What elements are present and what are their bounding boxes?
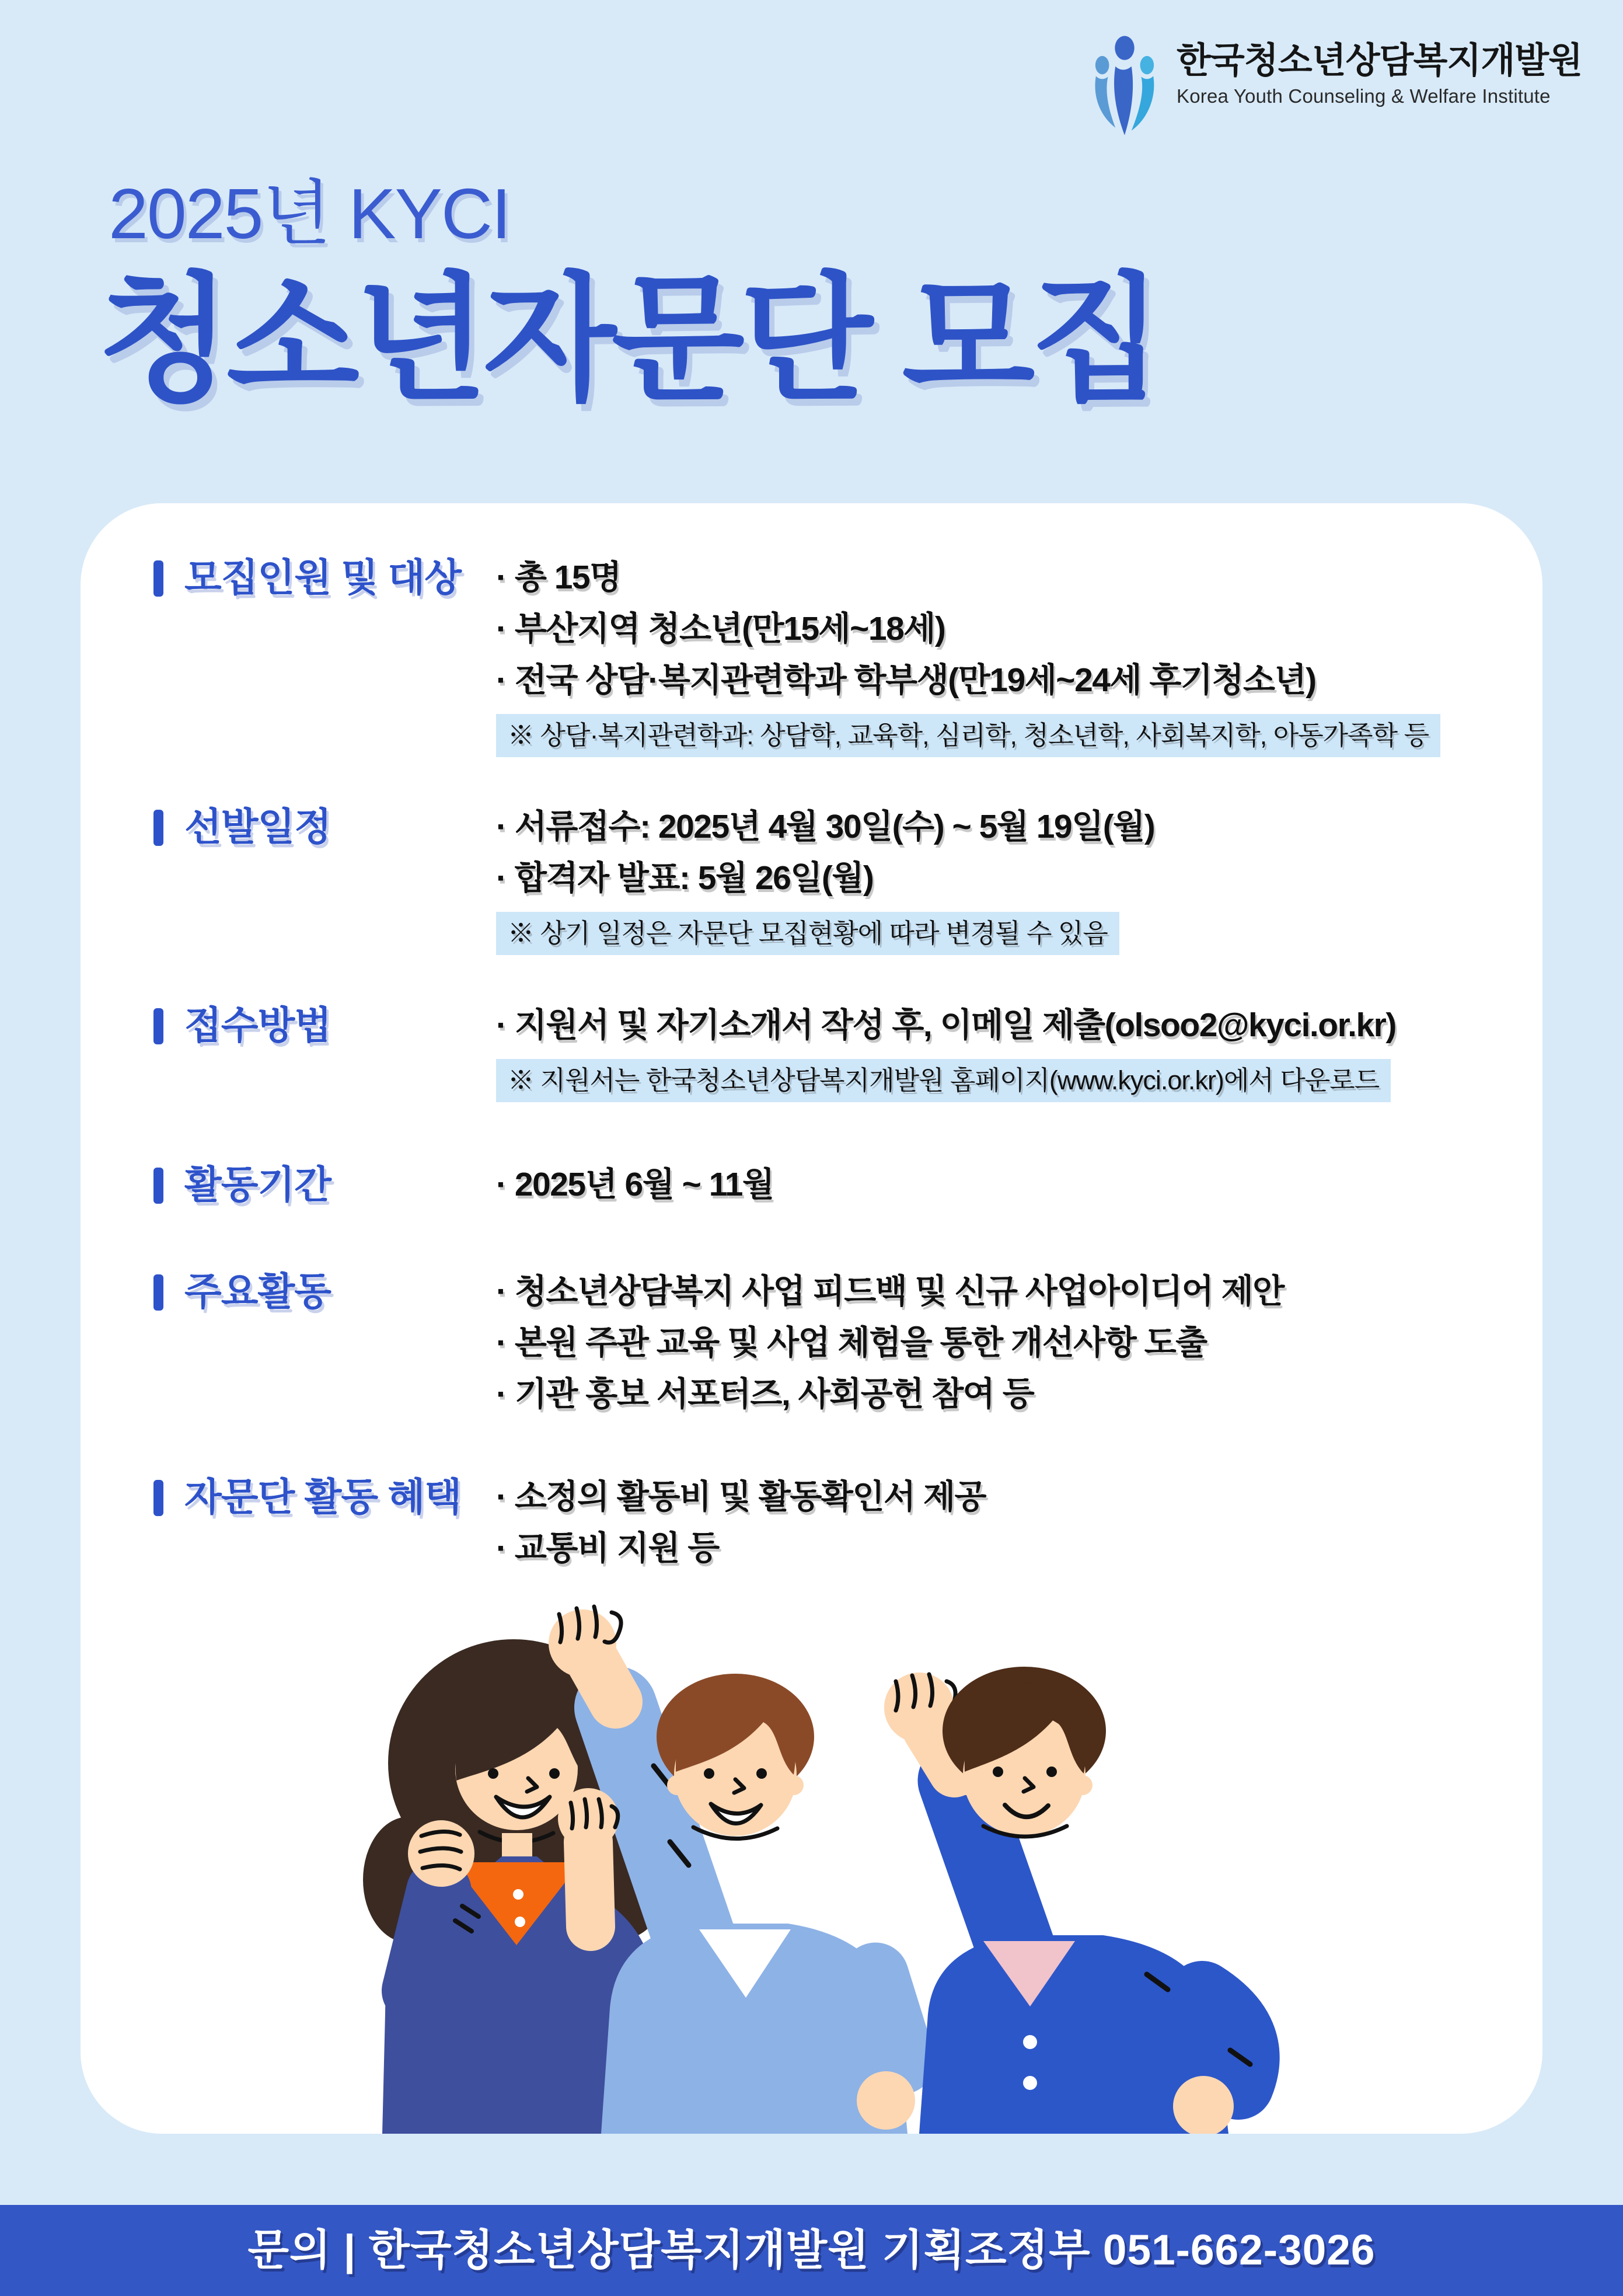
section-body: [496, 1159, 1523, 1210]
bullet-item: · 총 15명: [496, 559, 621, 596]
cheering-youth-illustration: [327, 1588, 1331, 2134]
heading-bar-icon: [153, 560, 163, 597]
bullet-item: · 청소년상담복지 사업 피드백 및 신규 사업아이디어 제안: [496, 1273, 1284, 1310]
bullet-item: · 본원 주관 교육 및 사업 체험을 통한 개선사항 도출: [496, 1324, 1207, 1361]
heading-bar-icon: [153, 1008, 163, 1044]
section-heading: [153, 1471, 461, 1522]
section-heading-label: 주요활동: [184, 1270, 331, 1313]
section-heading: [153, 1159, 331, 1210]
logo-text: [1177, 33, 1582, 107]
title-year: 2025년 KYCI: [109, 174, 510, 253]
title-main: 청소년자문단 모집: [98, 263, 1159, 417]
bullet-item: · 부산지역 청소년(만15세~18세): [496, 610, 945, 647]
logo-org-subtitle: Korea Youth Counseling & Welfare Institute: [1177, 85, 1551, 107]
kyci-people-logo-icon: [1090, 33, 1159, 142]
section-heading-label: 자문단 활동 혜택: [184, 1475, 461, 1518]
bullet-item: · 교통비 지원 등: [496, 1529, 719, 1567]
section-body: [496, 1471, 1523, 1574]
heading-bar-icon: [153, 810, 163, 846]
figure-man-right: [884, 1667, 1250, 2134]
section-body: [496, 801, 1523, 955]
note-highlight: ※ 상기 일정은 자문단 모집현황에 따라 변경될 수 있음: [496, 912, 1119, 955]
section-body: [496, 999, 1523, 1102]
section-heading-label: 활동기간: [184, 1163, 331, 1206]
heading-bar-icon: [153, 1480, 163, 1516]
section-body: [496, 552, 1523, 757]
bullet-item: · 기관 홍보 서포터즈, 사회공헌 참여 등: [496, 1375, 1034, 1413]
note-highlight: ※ 지원서는 한국청소년상담복지개발원 홈페이지(www.kyci.or.kr)에서 다운로드: [496, 1059, 1391, 1102]
footer-bar: [0, 2205, 1623, 2296]
bullet-item: · 합격자 발표: 5월 26일(월): [496, 859, 874, 897]
section-heading-label: 모집인원 및 대상: [184, 556, 461, 599]
section-heading-label: 선발일정: [184, 805, 331, 848]
heading-bar-icon: [153, 1168, 163, 1204]
bullet-item: · 전국 상담·복지관련학과 학부생(만19세~24세 후기청소년): [496, 661, 1316, 699]
logo: [1090, 33, 1582, 142]
footer-contact: 문의 | 한국청소년상담복지개발원 기획조정부 051-662-3026: [247, 2227, 1376, 2274]
heading-bar-icon: [153, 1274, 163, 1311]
section-heading-label: 접수방법: [184, 1004, 331, 1047]
section-heading: [153, 1266, 331, 1317]
bullet-item: · 지원서 및 자기소개서 작성 후, 이메일 제출(olsoo2@kyci.or.kr): [496, 1006, 1396, 1044]
section-body: [496, 1266, 1523, 1420]
bullet-item: · 소정의 활동비 및 활동확인서 제공: [496, 1478, 986, 1515]
section-heading: [153, 801, 331, 852]
bullet-item: · 2025년 6월 ~ 11월: [496, 1166, 774, 1203]
note-highlight: ※ 상담·복지관련학과: 상담학, 교육학, 심리학, 청소년학, 사회복지학, 아동가족학 등: [496, 714, 1440, 757]
section-heading: [153, 999, 331, 1051]
section-heading: [153, 552, 461, 603]
logo-org-name: 한국청소년상담복지개발원: [1177, 40, 1583, 80]
bullet-item: · 서류접수: 2025년 4월 30일(수) ~ 5월 19일(월): [496, 808, 1155, 845]
